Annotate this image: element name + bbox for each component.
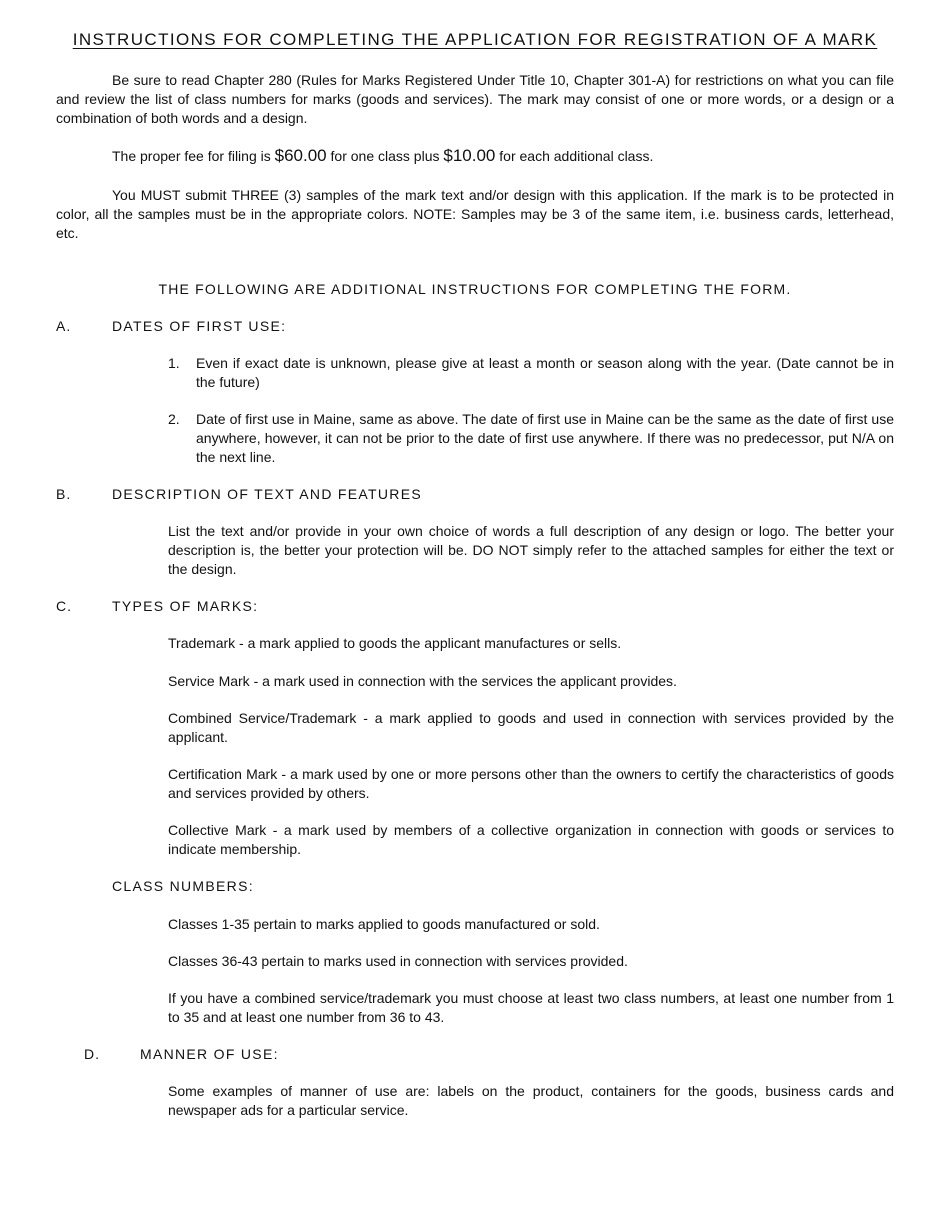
fee-amount-additional-class: $10.00 [443, 146, 496, 165]
section-a-letter: A. [56, 318, 72, 334]
intro-paragraph: Be sure to read Chapter 280 (Rules for Marks Registered Under Title 10, Chapter 301-A) for restrictions on what you can file and review the list of class numbers for marks (goods and services). The mark may consist of one or more words, or a design or a combination of both words and a design. [56, 72, 894, 126]
samples-paragraph: You MUST submit THREE (3) samples of the mark text and/or design with this application. If the mark is to be protected in color, all the samples must be in the appropriate colors. NOTE: Samples may be 3 of the same item, i.e. business cards, letterhead, etc. [56, 187, 894, 241]
mark-type-trademark: Trademark - a mark applied to goods the applicant manufactures or sells. [168, 635, 622, 651]
document-title: INSTRUCTIONS FOR COMPLETING THE APPLICATION FOR REGISTRATION OF A MARK [72, 30, 878, 49]
class-numbers-goods: Classes 1-35 pertain to marks applied to goods manufactured or sold. [168, 916, 600, 932]
fee-middle: for one class plus [326, 148, 444, 164]
section-c-title: TYPES OF MARKS: [112, 598, 259, 614]
class-numbers-title: CLASS NUMBERS: [112, 878, 254, 894]
additional-instructions-heading: THE FOLLOWING ARE ADDITIONAL INSTRUCTIONS FOR COMPLETING THE FORM. [158, 281, 792, 297]
section-c-letter: C. [56, 598, 72, 614]
fee-prefix: The proper fee for filing is [112, 148, 275, 164]
section-b-letter: B. [56, 486, 72, 502]
section-a-item-1-number: 1. [168, 355, 180, 371]
section-b-title: DESCRIPTION OF TEXT AND FEATURES [112, 486, 422, 502]
mark-type-service-mark: Service Mark - a mark used in connection with the services the applicant provides. [168, 673, 677, 689]
fee-paragraph [56, 146, 894, 166]
mark-type-combined: Combined Service/Trademark - a mark applied to goods and used in connection with services provided by the applicant. [168, 710, 894, 745]
section-a-title: DATES OF FIRST USE: [112, 318, 287, 334]
fee-amount-first-class: $60.00 [274, 146, 327, 165]
fee-suffix: for each additional class. [495, 148, 654, 164]
section-d-letter: D. [84, 1046, 100, 1062]
section-a-item-2-number: 2. [168, 411, 180, 427]
section-a-item-2-text: Date of first use in Maine, same as above. The date of first use in Maine can be the same as the date of first use anywhere, however, it can not be prior to the date of first use anywhere. If there was no predecessor, put N/A on the next line. [196, 411, 894, 465]
class-numbers-services: Classes 36-43 pertain to marks used in connection with services provided. [168, 953, 628, 969]
mark-type-certification: Certification Mark - a mark used by one or more persons other than the owners to certify the characteristics of goods and services provided by others. [168, 766, 894, 801]
section-d-text: Some examples of manner of use are: labels on the product, containers for the goods, business cards and newspaper ads for a particular service. [168, 1083, 894, 1118]
section-b-text: List the text and/or provide in your own choice of words a full description of any design or logo. The better your description is, the better your protection will be. DO NOT simply refer to the attached samples for either the text or the design. [168, 523, 894, 577]
class-numbers-combined: If you have a combined service/trademark you must choose at least two class numbers, at least one number from 1 to 35 and at least one number from 36 to 43. [168, 990, 894, 1025]
section-a-item-1-text: Even if exact date is unknown, please give at least a month or season along with the year. (Date cannot be in the future) [196, 355, 894, 390]
mark-type-collective: Collective Mark - a mark used by members of a collective organization in connection with goods or services to indicate membership. [168, 822, 894, 857]
section-d-title: MANNER OF USE: [140, 1046, 279, 1062]
